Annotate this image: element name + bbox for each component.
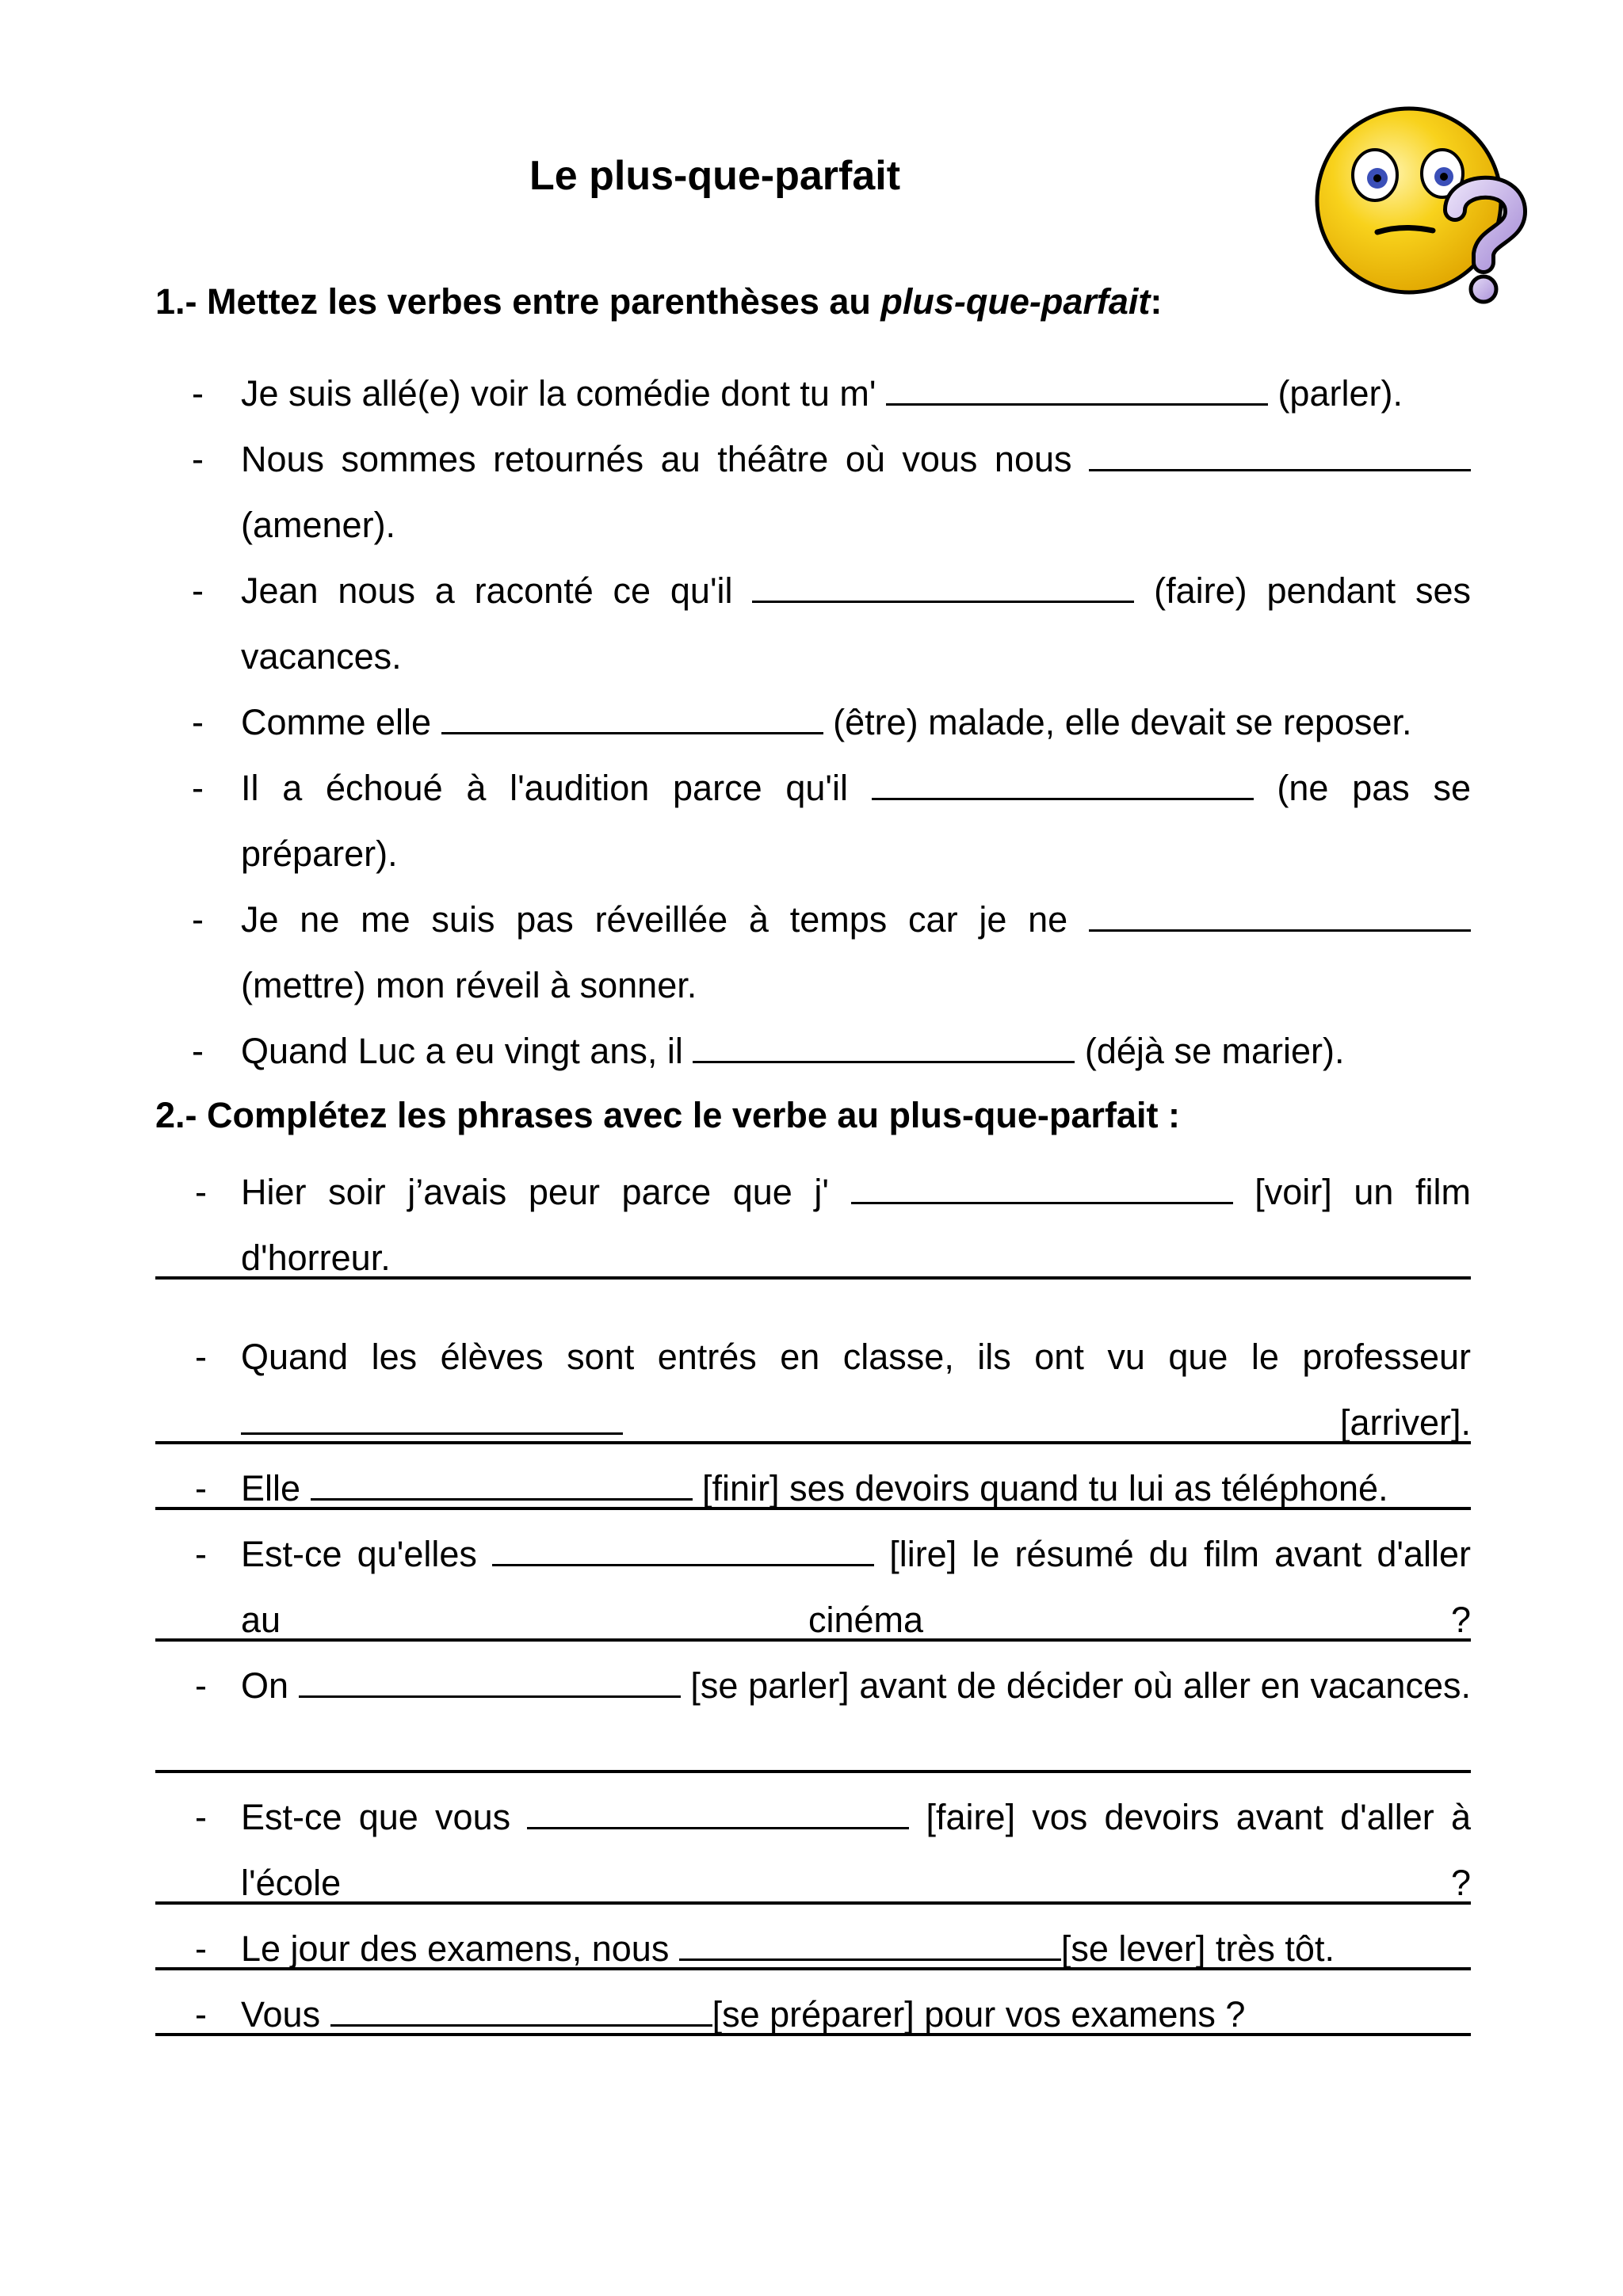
answer-blank[interactable] — [1089, 437, 1471, 471]
answer-line[interactable] — [155, 1638, 1471, 1642]
confused-smiley-icon — [1308, 99, 1529, 313]
answer-blank[interactable] — [1089, 898, 1471, 932]
answer-line[interactable] — [155, 1507, 1471, 1510]
answer-blank[interactable] — [693, 1029, 1075, 1063]
answer-blank[interactable] — [679, 1927, 1061, 1961]
answer-blank[interactable] — [527, 1795, 909, 1829]
answer-blank[interactable] — [492, 1532, 874, 1566]
exercise1-heading: 1.- Mettez les verbes entre parenthèses au plus-que-parfait: — [155, 281, 1163, 322]
answer-line[interactable] — [155, 2033, 1471, 2036]
exercise2-heading: 2.- Complétez les phrases avec le verbe au plus-que-parfait : — [155, 1095, 1180, 1135]
answer-line[interactable] — [155, 1770, 1471, 1773]
answer-line[interactable] — [155, 1276, 1471, 1280]
answer-blank[interactable] — [241, 1401, 623, 1435]
answer-blank[interactable] — [330, 1993, 712, 2027]
answer-blank[interactable] — [311, 1466, 693, 1501]
answer-blank[interactable] — [752, 569, 1134, 603]
answer-line[interactable] — [155, 1901, 1471, 1905]
page-title: Le plus-que-parfait — [529, 153, 901, 199]
answer-line[interactable] — [155, 1441, 1471, 1444]
answer-line[interactable] — [155, 1967, 1471, 1970]
worksheet-page: Le plus-que-parfait 1.- Mettez les verbes entre parenthèses au plus-que-parfait: - Je suis allé(e) voir la comédie dont tu m' (parler). - Nous sommes retournés au théâtre où vous nous (amener). - Jean nous a raconté ce qu'il (faire) pendant ses vacances. - Comme elle (être) malade, elle devait se reposer. - Il a échoué à l'audition parce qu'il (ne pas se préparer). - Je ne me suis pas réveillée à temps car je ne (mettre) mon réveil à sonner. - Quand Luc a eu vingt ans, il (déjà se marier). 2.- Complétez les phrases avec le verbe au plus-que-parfait : - Hier soir j’avais peur parce que j' [voir] un film d'horreur. - Quand les élèves sont entrés en classe, ils ont vu que le professeur [arriver]. - Elle [finir] ses devoirs quand tu lui as téléphoné. - Est-ce qu'elles [lire] le résumé du film avant d'aller au cinéma ? - On [se parler] avant de décider où aller en vacances. - Est-ce que vous [faire] vos devoirs avant d'aller à l'école ? - Le jour des examens, nous [se lever] très tôt. - Vous [se préparer] pour vos examens ? — [0, 0, 1623, 2296]
answer-blank[interactable] — [851, 1170, 1233, 1204]
answer-blank[interactable] — [299, 1664, 681, 1698]
answer-blank[interactable] — [872, 766, 1254, 800]
answer-blank[interactable] — [441, 700, 823, 734]
answer-blank[interactable] — [886, 372, 1268, 406]
